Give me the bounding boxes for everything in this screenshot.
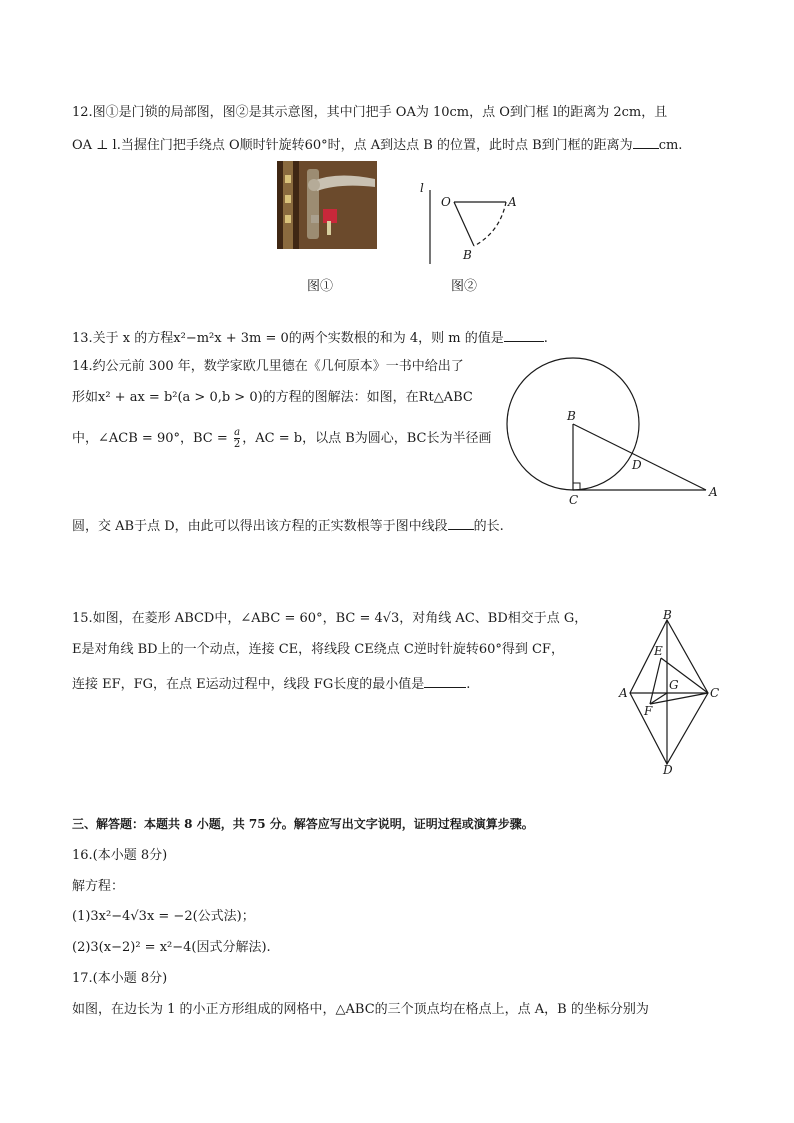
fraction-numerator: a	[234, 427, 241, 438]
label-C: C	[710, 686, 720, 700]
figure2-caption: 图②	[451, 279, 478, 294]
label-A: A	[619, 686, 628, 700]
q13-text: 13.关于 x 的方程x²−m²x + 3m = 0的两个实数根的和为 4，则 m 的值是	[72, 331, 504, 346]
q16-prompt: 解方程：	[72, 879, 125, 894]
label-O: O	[441, 195, 451, 209]
q14-line3-text: 中，∠ACB = 90°，BC =	[72, 431, 232, 446]
q15-line3-text: 连接 EF，FG，在点 E运动过程中，线段 FG长度的最小值是	[72, 677, 425, 692]
q13-period: .	[543, 331, 548, 346]
q17-text: 如图，在边长为 1 的小正方形组成的网格中，△ABC的三个顶点均在格点上，点 A，B 的坐标分别为	[72, 1002, 649, 1017]
q12-unit: cm.	[658, 138, 683, 153]
circle-triangle-diagram	[500, 352, 730, 512]
label-A: A	[508, 195, 517, 209]
q12-line2-text: OA ⊥ l.当握住门把手绕点 O顺时针旋转60°时，点 A到达点 B 的位置，此时点 B到门框的距离为	[72, 138, 633, 153]
fraction-denominator: 2	[233, 439, 241, 450]
label-B: B	[463, 248, 472, 262]
q14-line4-end: 的长.	[473, 519, 504, 534]
q16-item2: (2)3(x−2)² = x²−4(因式分解法).	[72, 940, 271, 955]
label-D: D	[632, 458, 642, 472]
door-handle-diagram	[412, 180, 532, 270]
q13-answer-blank	[504, 327, 544, 342]
door-lock-photo	[277, 161, 377, 249]
q14-fraction	[234, 427, 240, 450]
section3-heading: 三、解答题：本题共 8 小题，共 75 分。解答应写出文字说明，证明过程或演算步骤。	[72, 817, 534, 831]
q15-line2: E是对角线 BD上的一个动点，连接 CE，将线段 CE绕点 C逆时针旋转60°得到 CF，	[72, 642, 564, 657]
label-E: E	[654, 644, 663, 658]
q14-line3-rest: ，AC = b，以点 B为圆心，BC长为半径画	[242, 431, 492, 446]
q14-line1: 14.约公元前 300 年，数学家欧几里德在《几何原本》一书中给出了	[72, 359, 464, 374]
q14-line2: 形如x² + ax = b²(a > 0,b > 0)的方程的图解法：如图，在Rt△ABC	[72, 390, 473, 405]
q17-title: 17.(本小题 8分)	[72, 971, 168, 986]
label-C: C	[569, 493, 579, 507]
q15-period: .	[466, 677, 471, 692]
q12-line2	[72, 134, 682, 155]
label-l: l	[420, 181, 424, 195]
q16-item1: (1)3x²−4√3x = −2(公式法)；	[72, 909, 255, 924]
rhombus-diagram	[612, 608, 732, 778]
label-A: A	[709, 485, 718, 499]
q15-line1: 15.如图，在菱形 ABCD中，∠ABC = 60°，BC = 4√3，对角线 AC、BD相交于点 G，	[72, 611, 588, 626]
q16-title: 16.(本小题 8分)	[72, 848, 168, 863]
label-D: D	[663, 763, 673, 777]
q14-line3	[72, 427, 492, 450]
q14-line4-text: 圆，交 AB于点 D，由此可以得出该方程的正实数根等于图中线段	[72, 519, 448, 534]
label-F: F	[644, 704, 653, 718]
q15-line3	[72, 673, 470, 694]
label-B: B	[567, 409, 576, 423]
q12-line1: 12.图①是门锁的局部图，图②是其示意图，其中门把手 OA为 10cm，点 O到门框 l的距离为 2cm，且	[72, 105, 668, 120]
q13-line	[72, 327, 548, 348]
figure1-caption: 图①	[307, 279, 334, 294]
q14-answer-blank	[448, 515, 474, 530]
label-G: G	[669, 678, 679, 692]
q15-answer-blank	[424, 673, 466, 688]
q14-line4	[72, 515, 504, 536]
q12-answer-blank	[633, 134, 659, 149]
label-B: B	[663, 608, 672, 622]
